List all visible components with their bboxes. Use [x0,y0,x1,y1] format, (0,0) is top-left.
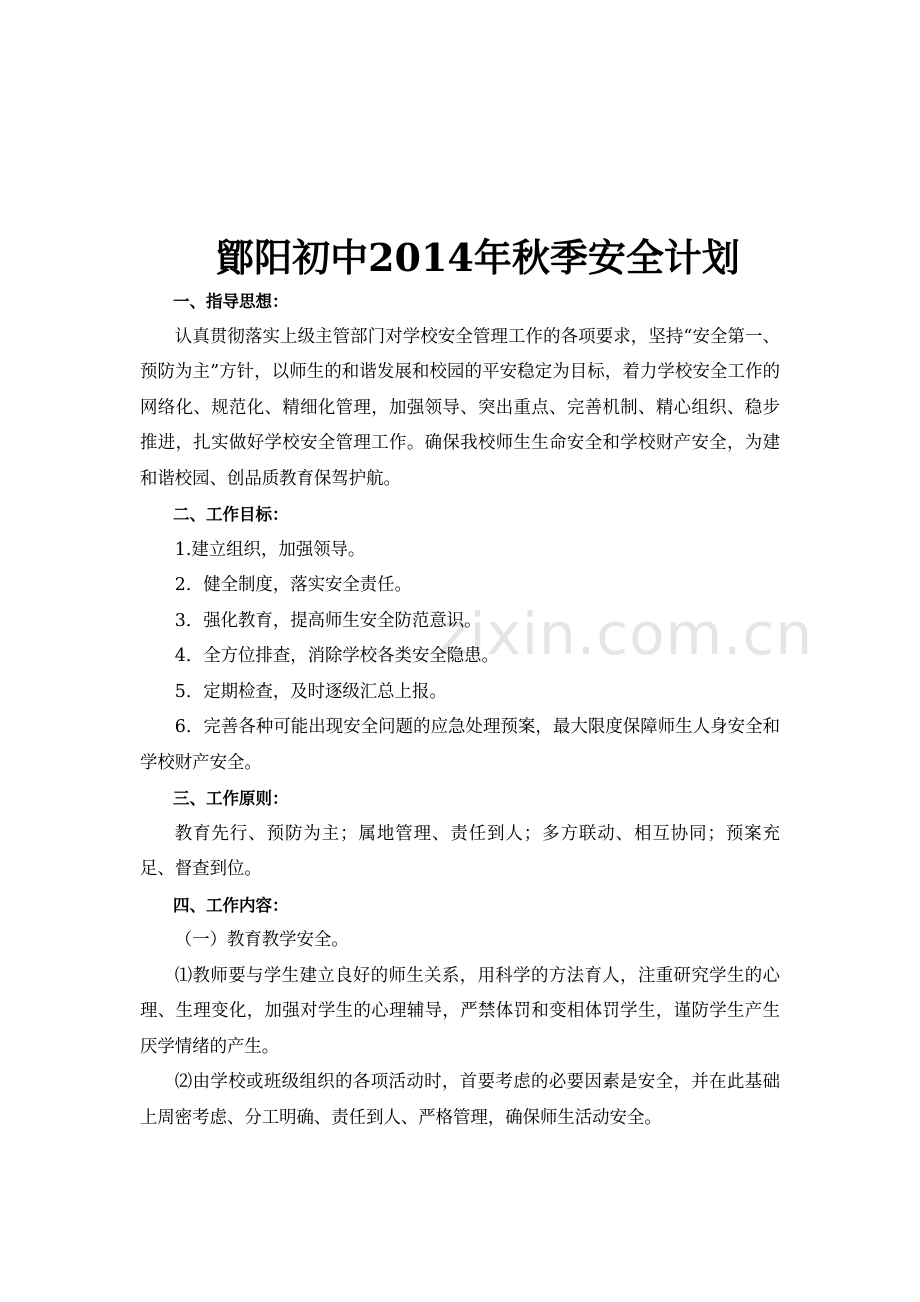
paragraph-work-principles: 教育先行、预防为主；属地管理、责任到人；多方联动、相互协同；预案充足、督查到位。 [140,823,780,879]
page-title: 鄮阳初中2014年秋季安全计划 [216,235,740,280]
list-item: 6．完善各种可能出现安全问题的应急处理预案，最大限度保障师生人身安全和学校财产安全。 [140,717,780,773]
document-body [140,284,780,1136]
section-heading-work-principles: 三、工作原则： [173,789,289,808]
list-item: 2．健全制度，落实安全责任。 [174,575,412,595]
list-item: 5．定期检查，及时逐级汇总上报。 [174,681,447,702]
section-heading-work-content: 四、工作内容： [173,895,289,915]
paragraph-teaching-safety-2: ⑵由学校或班级组织的各项活动时，首要考虑的必要因素是安全，并在此基础上周密考虑、分工明确、责任到人、严格管理，确保师生活动安全。 [140,1072,780,1128]
list-item: 1.建立组织，加强领导。 [174,539,366,560]
section-heading-guiding-thought: 一、指导思想： [173,292,289,311]
paragraph-guiding-thought: 认真贯彻落实上级主管部门对学校安全管理工作的各项要求，坚持“安全第一、预防为主”方针，以师生的和谐发展和校园的平安稳定为目标，着力学校安全工作的网络化、规范化、精细化管理，加强领导、突出重点、完善机制、精心组织、稳步推进，扎实做好学校安全管理工作。确保我校师生生命安全和学校财产安全，为建和谐校园、创品质教育保驾护航。 [140,326,780,489]
list-item: 4．全方位排查，消除学校各类安全隐患。 [174,646,499,666]
watermark: zixin.com.cn [438,600,814,668]
section-heading-work-goals: 二、工作目标： [173,505,289,524]
subsection-heading-teaching-safety: （一）教育教学安全。 [174,930,349,950]
paragraph-teaching-safety-1: ⑴教师要与学生建立良好的师生关系，用科学的方法育人，注重研究学生的心理、生理变化，加强对学生的心理辅导，严禁体罚和变相体罚学生，谨防学生产生厌学情绪的产生。 [140,965,780,1057]
list-item: 3．强化教育，提高师生安全防范意识。 [174,610,482,631]
